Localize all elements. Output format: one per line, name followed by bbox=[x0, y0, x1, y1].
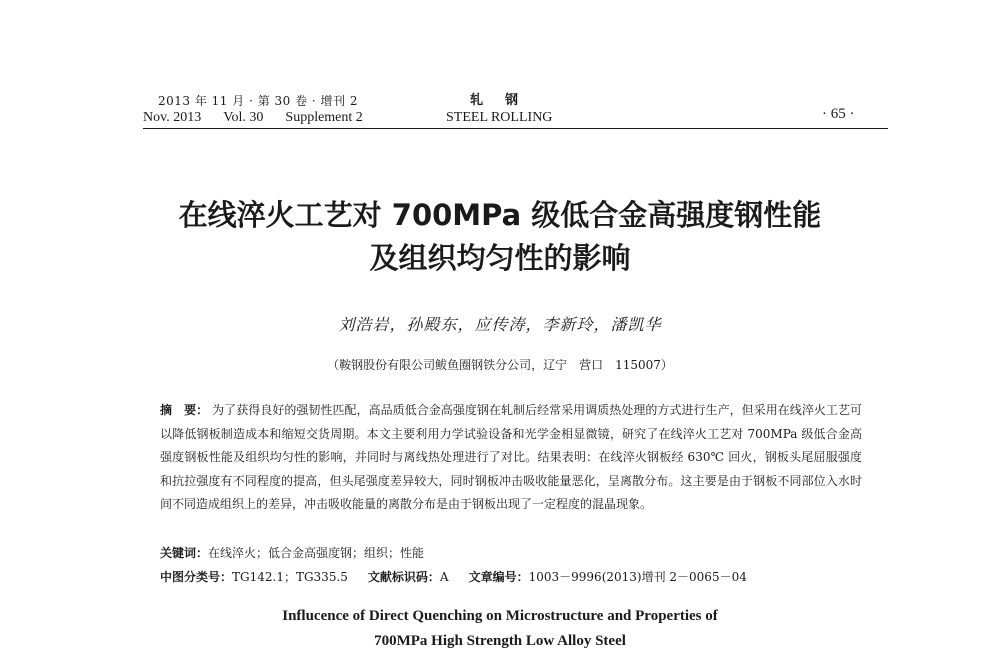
abstract-text: 为了获得良好的强韧性匹配，高品质低合金高强度钢在轧制后经常采用调质热处理的方式进行生产，但采用在线淬火工艺可以降低钢板制造成本和缩短交货周期。本文主要利用力学试验设备和光学金相显微镜，研究了在线淬火工艺对 700MPa 级低合金高强度钢板性能及组织均匀性的影响，并同时与离线热处理进行了对比。结果表明：在线淬火钢板经 630℃ 回火，钢板头尾屈服强度和抗拉强度有不同程度的提高，但头尾强度差异较大，同时钢板冲击吸收能量恶化，呈离散分布。这主要是由于钢板不同部位入水时间不同造成组织上的差异，冲击吸收能量的离散分布是由于钢板出现了一定程度的混晶现象。 bbox=[160, 403, 862, 511]
clc-value: TG142.1；TG335.5 bbox=[232, 570, 348, 584]
issue-info-en bbox=[143, 110, 385, 126]
classification-row bbox=[160, 568, 880, 585]
issue-supplement: Supplement 2 bbox=[285, 110, 363, 125]
keywords-label: 关键词： bbox=[160, 546, 209, 560]
abstract-label: 摘 要： bbox=[160, 403, 209, 417]
keywords bbox=[160, 544, 862, 561]
authors: 刘浩岩，孙殿东，应传涛，李新玲，潘凯华 bbox=[338, 315, 662, 334]
issue-volume: Vol. 30 bbox=[223, 110, 264, 125]
paper-title-en-line1: Influcence of Direct Quenching on Microstructure and Properties of bbox=[282, 608, 718, 624]
journal-name-en: STEEL ROLLING bbox=[446, 110, 553, 125]
affiliation: （鞍钢股份有限公司鲅鱼圈钢铁分公司，辽宁 营口 115007） bbox=[327, 358, 673, 372]
journal-name-cn: 轧钢 bbox=[470, 93, 541, 108]
header-rule bbox=[143, 128, 888, 129]
keywords-text: 在线淬火；低合金高强度钢；组织；性能 bbox=[208, 546, 425, 560]
article-number-value: 1003－9996(2013)增刊 2－0065－04 bbox=[528, 570, 747, 584]
paper-title-cn-line1: 在线淬火工艺对 700MPa 级低合金高强度钢性能 bbox=[178, 198, 822, 232]
paper-title-cn-line2: 及组织均匀性的影响 bbox=[369, 241, 631, 275]
paper-title-en-line2: 700MPa High Strength Low Alloy Steel bbox=[374, 633, 626, 649]
issue-month: Nov. 2013 bbox=[143, 110, 202, 125]
abstract bbox=[160, 399, 862, 517]
doc-code-value: A bbox=[439, 570, 449, 584]
clc-label: 中图分类号： bbox=[160, 570, 233, 584]
article-number-label: 文章编号： bbox=[468, 570, 529, 584]
page-number: · 65 · bbox=[822, 106, 855, 122]
doc-code-label: 文献标识码： bbox=[367, 570, 440, 584]
issue-info-cn: 2013 年 11 月 · 第 30 卷 · 增刊 2 bbox=[158, 94, 358, 108]
